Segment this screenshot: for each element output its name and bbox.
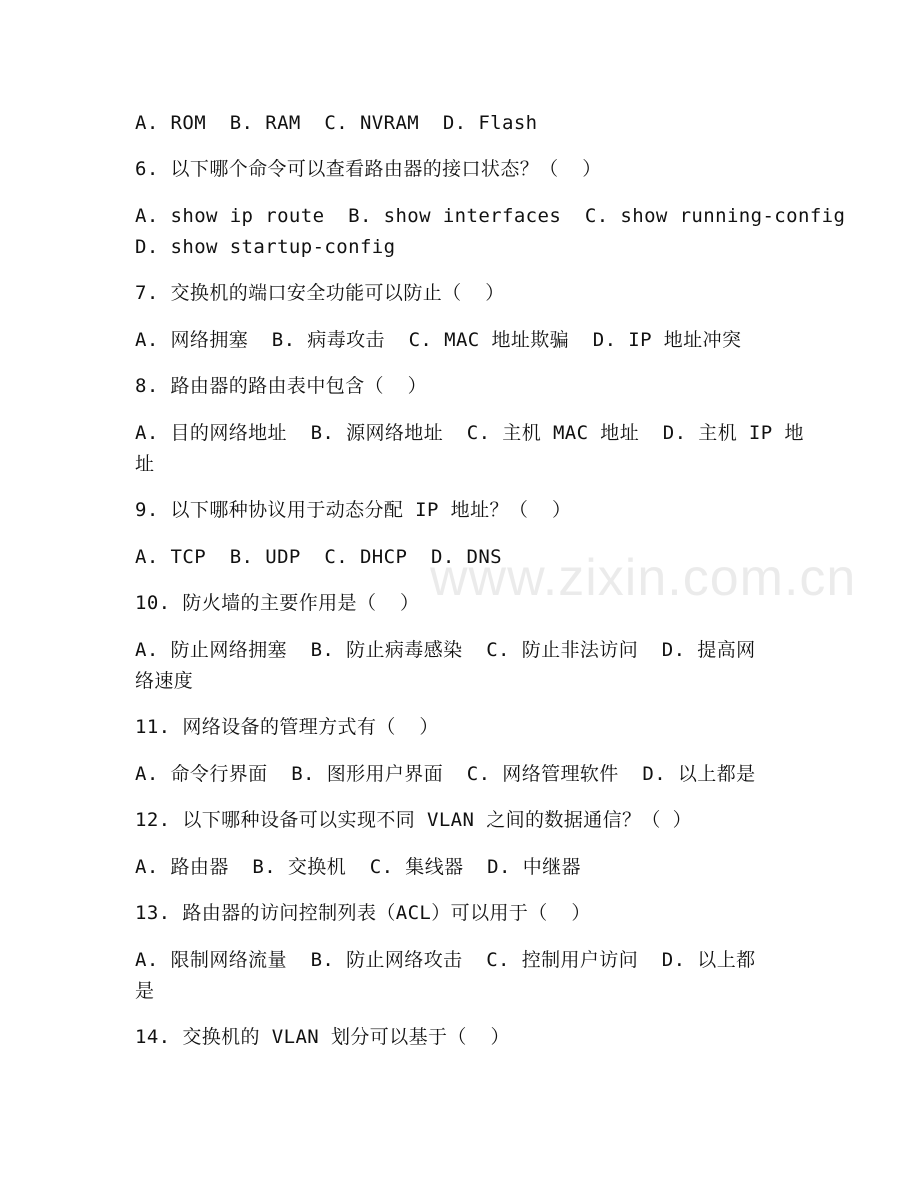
q11-question: 11. 网络设备的管理方式有（ ） [135,716,439,738]
q6-question: 6. 以下哪个命令可以查看路由器的接口状态？（ ） [135,158,602,180]
q11-options: A. 命令行界面 B. 图形用户界面 C. 网络管理软件 D. 以上都是 [135,763,756,785]
q5-options: A. ROM B. RAM C. NVRAM D. Flash [135,112,538,134]
q12-options: A. 路由器 B. 交换机 C. 集线器 D. 中继器 [135,856,581,878]
q10-options-cont: 络速度 [135,670,194,692]
watermark: www.zixin.com.cn [430,549,857,607]
q9-options: A. TCP B. UDP C. DHCP D. DNS [135,546,503,568]
q7-options: A. 网络拥塞 B. 病毒攻击 C. MAC 地址欺骗 D. IP 地址冲突 [135,329,742,351]
q6-options-cont: D. show startup-config [135,236,396,258]
q14-question: 14. 交换机的 VLAN 划分可以基于（ ） [135,1026,510,1048]
q12-question: 12. 以下哪种设备可以实现不同 VLAN 之间的数据通信？（ ） [135,809,693,831]
q7-question: 7. 交换机的端口安全功能可以防止（ ） [135,282,505,304]
q9-question: 9. 以下哪种协议用于动态分配 IP 地址？（ ） [135,499,572,521]
q8-options-cont: 址 [135,453,155,475]
q13-options: A. 限制网络流量 B. 防止网络攻击 C. 控制用户访问 D. 以上都 [135,949,756,971]
q13-question: 13. 路由器的访问控制列表（ACL）可以用于（ ） [135,902,591,924]
q13-options-cont: 是 [135,980,155,1002]
q6-options: A. show ip route B. show interfaces C. show running-config [135,205,846,227]
q10-question: 10. 防火墙的主要作用是（ ） [135,592,420,614]
q10-options: A. 防止网络拥塞 B. 防止病毒感染 C. 防止非法访问 D. 提高网 [135,639,756,661]
q8-options: A. 目的网络地址 B. 源网络地址 C. 主机 MAC 地址 D. 主机 IP 地 [135,422,804,444]
q8-question: 8. 路由器的路由表中包含（ ） [135,375,427,397]
